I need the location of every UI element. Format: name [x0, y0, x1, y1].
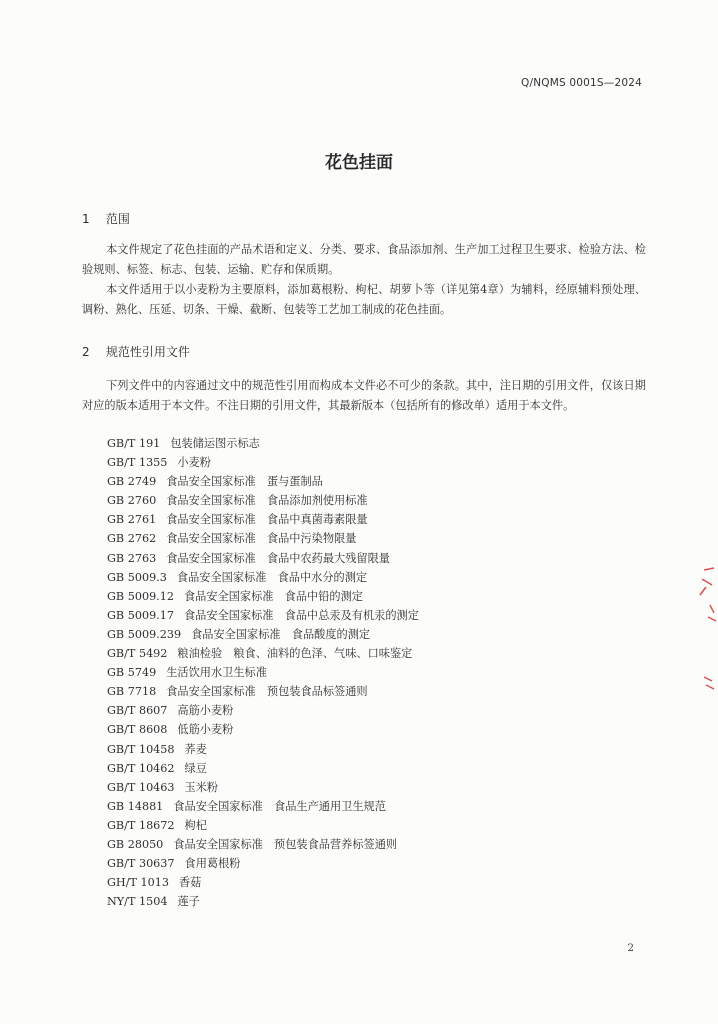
- reference-title: 食品安全国家标准 食品中农药最大残留限量: [166, 551, 390, 565]
- reference-title: 食品安全国家标准 预包装食品营养标签通则: [173, 837, 398, 851]
- reference-code: GB 28050: [107, 837, 164, 851]
- reference-item: [107, 568, 419, 587]
- reference-item: [107, 778, 419, 797]
- reference-code: GB 5009.239: [107, 627, 182, 641]
- reference-title: 食品安全国家标准 食品生产通用卫生规范: [173, 799, 386, 813]
- reference-title: 食品安全国家标准 食品中水分的测定: [176, 570, 368, 584]
- reference-code: GB 5009.3: [107, 570, 167, 584]
- reference-code: GB/T 10458: [107, 742, 175, 756]
- reference-title: 低筋小麦粉: [177, 723, 234, 737]
- reference-code: GB/T 1355: [107, 456, 168, 470]
- reference-list: [107, 434, 419, 911]
- reference-code: GB 2760: [107, 494, 157, 508]
- reference-title: 香菇: [178, 876, 202, 890]
- reference-code: GB/T 5492: [107, 647, 168, 661]
- reference-item: [107, 529, 419, 548]
- reference-title: 食品安全国家标准 食品中真菌毒素限量: [166, 513, 368, 527]
- reference-item: [107, 892, 419, 911]
- reference-code: GH/T 1013: [107, 876, 169, 890]
- reference-item: [107, 873, 419, 892]
- reference-item: [107, 816, 419, 835]
- reference-title: 枸杞: [184, 818, 207, 832]
- document-title: 花色挂面: [325, 153, 393, 173]
- reference-item: [107, 663, 419, 682]
- reference-title: 食品安全国家标准 食品添加剂使用标准: [166, 494, 368, 508]
- reference-code: GB/T 8608: [107, 723, 168, 737]
- section-2-heading: [82, 343, 190, 360]
- reference-title: 莲子: [177, 895, 200, 909]
- section-1-paragraph-1: 本文件规定了花色挂面的产品术语和定义、分类、要求、食品添加剂、生产加工过程卫生要求、检验方法、检验规则、标签、标志、包装、运输、贮存和保质期。: [82, 243, 646, 276]
- reference-item: [107, 472, 419, 491]
- reference-title: 食品安全国家标准 蛋与蛋制品: [166, 475, 323, 489]
- section-1-title: 范围: [105, 212, 130, 226]
- reference-item: [107, 491, 419, 510]
- reference-item: [107, 510, 419, 529]
- reference-title: 荞麦: [184, 742, 207, 756]
- reference-item: [107, 854, 419, 873]
- reference-item: [107, 549, 419, 568]
- reference-title: 小麦粉: [177, 456, 211, 470]
- reference-code: GB 14881: [107, 799, 164, 813]
- reference-code: GB/T 30637: [107, 857, 175, 871]
- section-2-title: 规范性引用文件: [105, 345, 190, 359]
- section-1-paragraph-2: 本文件适用于以小麦粉为主要原料，添加葛根粉、枸杞、胡萝卜等（详见第4章）为辅料，经原辅料预处理、调粉、熟化、压延、切条、干燥、截断、包装等工艺加工制成的花色挂面。: [82, 283, 646, 316]
- reference-title: 高筋小麦粉: [177, 704, 234, 718]
- reference-item: [107, 720, 419, 739]
- reference-title: 食品安全国家标准 食品中铅的测定: [183, 589, 363, 603]
- reference-code: GB 2749: [107, 475, 157, 489]
- reference-code: GB 5009.12: [107, 589, 174, 603]
- reference-item: [107, 606, 419, 625]
- page-number: 2: [627, 942, 634, 954]
- reference-item: [107, 682, 419, 701]
- reference-item: [107, 701, 419, 720]
- reference-item: [107, 434, 419, 453]
- reference-item: [107, 759, 419, 778]
- reference-title: 绿豆: [184, 761, 207, 775]
- reference-code: GB 5009.17: [107, 608, 174, 622]
- reference-title: 食用葛根粉: [184, 857, 241, 871]
- reference-code: GB/T 18672: [107, 818, 175, 832]
- reference-title: 生活饮用水卫生标准: [166, 666, 267, 680]
- reference-item: [107, 453, 419, 472]
- reference-title: 粮油检验 粮食、油料的色泽、气味、口味鉴定: [177, 647, 413, 661]
- reference-code: GB 7718: [107, 685, 157, 699]
- reference-code: GB/T 10462: [107, 761, 175, 775]
- document-code: Q/NQMS 0001S—2024: [521, 77, 642, 89]
- reference-title: 食品安全国家标准 预包装食品标签通则: [166, 685, 368, 699]
- reference-title: 玉米粉: [184, 780, 219, 794]
- reference-item: [107, 740, 419, 759]
- reference-item: [107, 625, 419, 644]
- reference-title: 包装储运图示标志: [170, 437, 260, 450]
- reference-item: [107, 835, 419, 854]
- section-1-number: 1: [82, 212, 90, 226]
- reference-item: [107, 587, 419, 606]
- reference-code: GB/T 10463: [107, 780, 175, 794]
- reference-title: 食品安全国家标准 食品中总汞及有机汞的测定: [183, 608, 419, 622]
- reference-code: GB/T 191: [107, 437, 161, 450]
- reference-title: 食品安全国家标准 食品中污染物限量: [166, 532, 357, 546]
- reference-code: GB/T 8607: [107, 704, 168, 718]
- reference-code: GB 2763: [107, 551, 157, 565]
- reference-code: NY/T 1504: [107, 895, 168, 909]
- reference-code: GB 2761: [107, 513, 157, 527]
- section-1-heading: [82, 210, 130, 227]
- reference-code: GB 2762: [107, 532, 157, 546]
- reference-code: GB 5749: [107, 666, 157, 680]
- reference-item: [107, 797, 419, 816]
- reference-title: 食品安全国家标准 食品酸度的测定: [191, 627, 371, 641]
- section-2-number: 2: [82, 345, 90, 359]
- stamp-fragment-mark: [694, 565, 718, 695]
- section-2-paragraph-1: 下列文件中的内容通过文中的规范性引用而构成本文件必不可少的条款。其中，注日期的引用文件，仅该日期对应的版本适用于本文件。不注日期的引用文件，其最新版本（包括所有的修改单）适用于本文件。: [82, 379, 646, 412]
- reference-item: [107, 644, 419, 663]
